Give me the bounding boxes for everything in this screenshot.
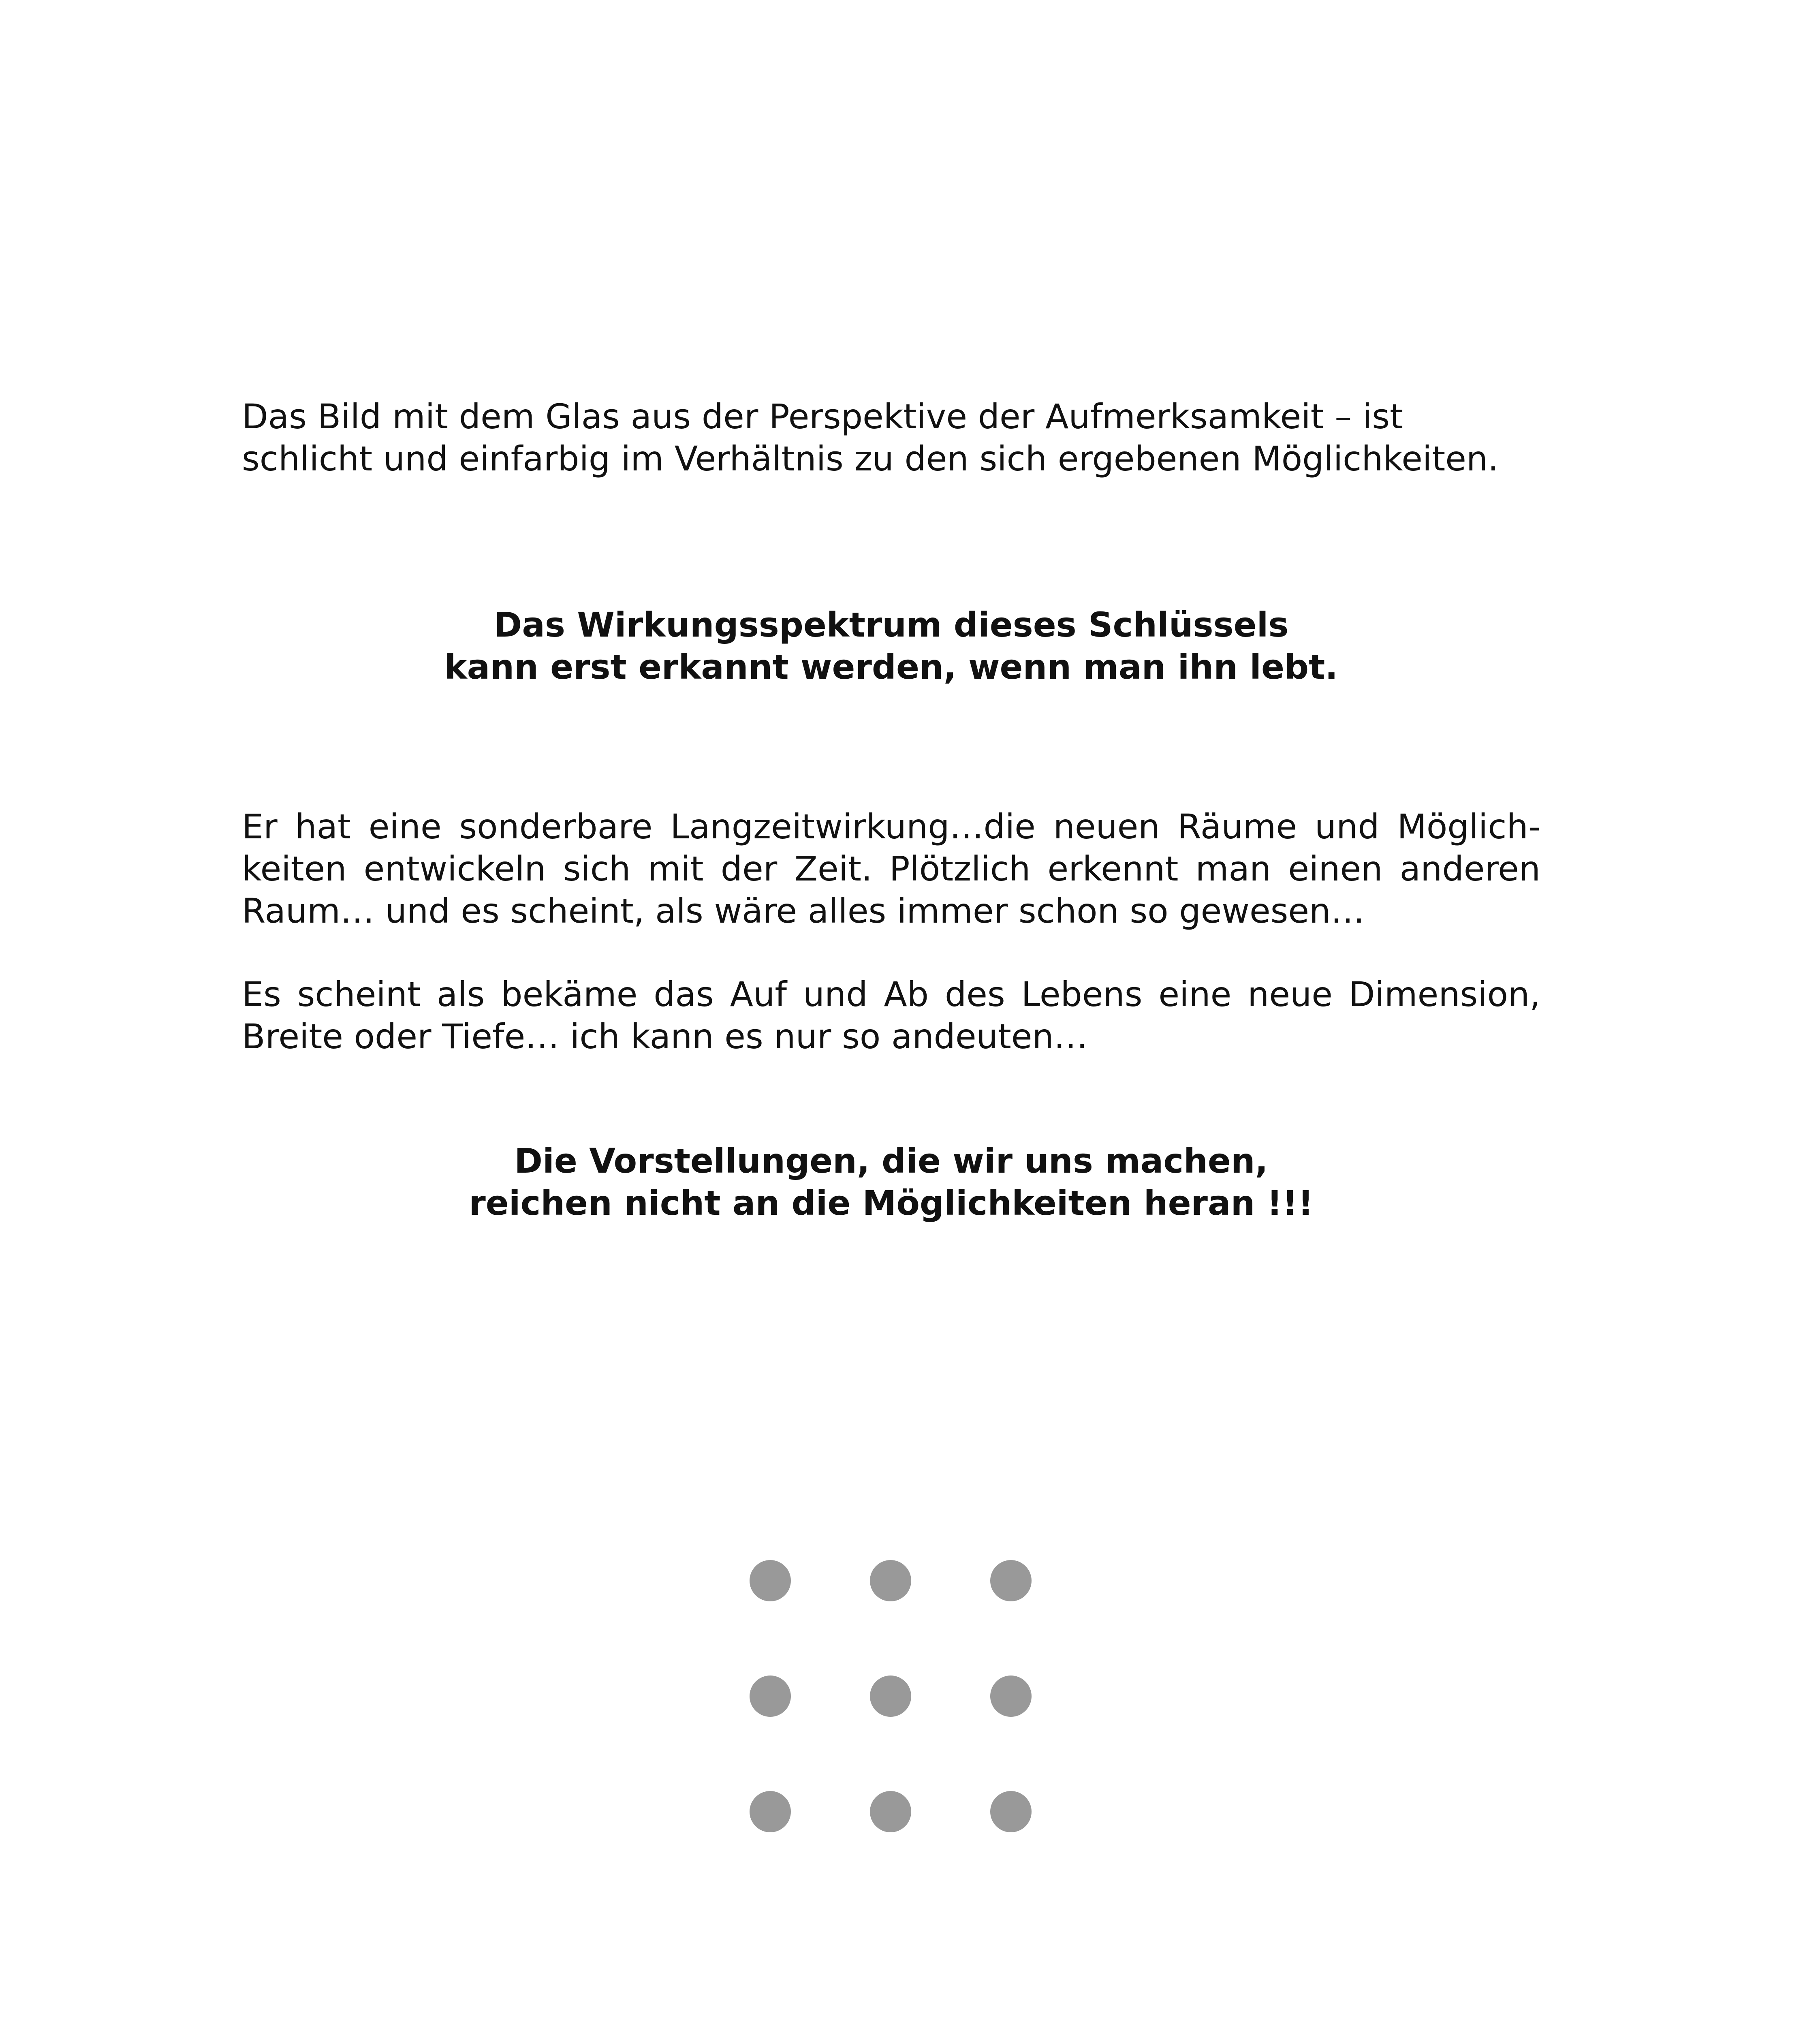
intro-paragraph: [242, 395, 1540, 480]
quote-2-line-2: reichen nicht an die Möglichkeiten heran !!!: [469, 1183, 1314, 1223]
quote-1-line-2: kann erst erkannt werden, wenn man ihn lebt.: [444, 647, 1338, 687]
puzzle-dot: [870, 1676, 911, 1717]
puzzle-dot: [750, 1560, 791, 1601]
paragraph-1-line-1: Er hat eine sonderbare Langzeitwirkung…die neuen Räume und Möglich-: [242, 807, 1540, 846]
quote-1-line-1: Das Wirkungsspektrum dieses Schlüssels: [493, 605, 1289, 645]
puzzle-dot: [990, 1676, 1032, 1717]
puzzle-dot: [870, 1560, 911, 1601]
puzzle-dot: [990, 1560, 1032, 1601]
paragraph-2-line-2: Breite oder Tiefe… ich kann es nur so andeuten…: [242, 1017, 1088, 1056]
body-paragraph-2: [242, 973, 1540, 1058]
puzzle-dot: [750, 1791, 791, 1832]
puzzle-dot: [870, 1791, 911, 1832]
puzzle-dot: [990, 1791, 1032, 1832]
highlight-quote-1: [242, 604, 1540, 688]
intro-line-1: Das Bild mit dem Glas aus der Perspektive der Aufmerksamkeit – ist: [242, 397, 1403, 436]
paragraph-2-line-1: Es scheint als bekäme das Auf und Ab des Lebens eine neue Dimension,: [242, 975, 1540, 1014]
quote-2-line-1: Die Vorstellungen, die wir uns machen,: [514, 1141, 1268, 1181]
paragraph-1-line-3: Raum… und es scheint, als wäre alles immer schon so gewesen…: [242, 891, 1365, 931]
paragraph-1-line-2: keiten entwickeln sich mit der Zeit. Plötzlich erkennt man einen anderen: [242, 849, 1540, 889]
nine-dot-puzzle: [729, 1540, 1053, 1864]
highlight-quote-2: [242, 1140, 1540, 1224]
body-paragraph-1: [242, 806, 1540, 932]
intro-line-2: schlicht und einfarbig im Verhältnis zu den sich ergebenen Möglichkeiten.: [242, 439, 1499, 479]
puzzle-dot: [750, 1676, 791, 1717]
